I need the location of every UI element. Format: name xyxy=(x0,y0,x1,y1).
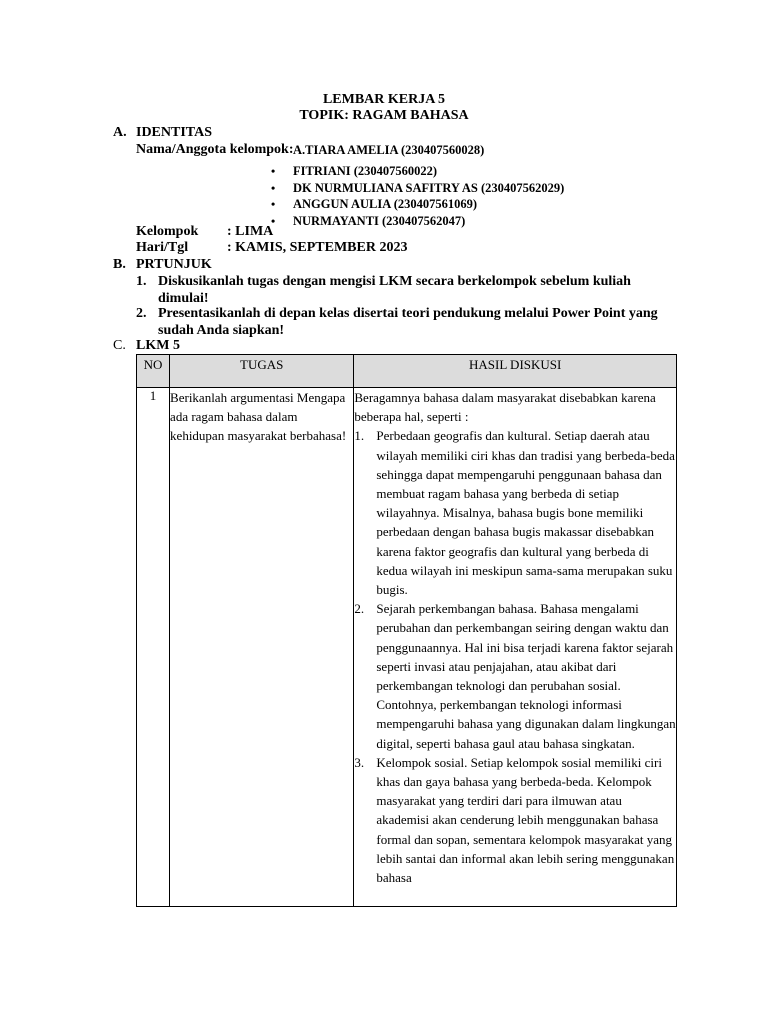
row-number: 1 xyxy=(137,388,170,907)
point-number: 1. xyxy=(354,428,365,444)
date-label: Hari/Tgl xyxy=(136,240,189,255)
instruction-number: 2. xyxy=(136,306,147,321)
column-header-tugas: TUGAS xyxy=(170,355,354,388)
member-item: • DK NURMULIANA SAFITRY AS (230407562029) xyxy=(268,180,564,197)
discussion-intro: Beragamnya bahasa dalam masyarakat disebabkan karena beberapa hal, seperti : xyxy=(354,390,656,425)
discussion-points xyxy=(354,426,676,887)
section-a-heading: IDENTITAS xyxy=(136,125,212,140)
page-topic: TOPIK: RAGAM BAHASA xyxy=(299,108,469,123)
section-b-heading: PRTUNJUK xyxy=(136,257,212,272)
instruction-text: Diskusikanlah tugas dengan mengisi LKM secara berkelompok sebelum kuliah dimulai! xyxy=(158,274,631,306)
point-text: Sejarah perkembangan bahasa. Bahasa mengalami perubahan dan perkembangan seiring dengan waktu dan penggunaannya. Hal ini bisa terjadi karena faktor sejarah seperti invasi atau penjajahan, atau akibat dari perkembangan teknologi dan perubahan sosial. Contohnya, perkembangan teknologi informasi mempengaruhi bahasa yang digunakan dalam lingkungan digital, seperti bahasa gaul atau bahasa singkatan. xyxy=(376,601,676,751)
point-number: 2. xyxy=(354,601,365,617)
date-value: : KAMIS, SEPTEMBER 2023 xyxy=(227,240,408,255)
group-value: : LIMA xyxy=(227,224,274,239)
instruction-number: 1. xyxy=(136,274,147,289)
list-item xyxy=(354,599,676,753)
table-header-row xyxy=(137,355,677,388)
member-item: • NURMAYANTI (230407562047) xyxy=(268,213,564,230)
section-a-letter: A. xyxy=(113,125,127,140)
group-label: Kelompok xyxy=(136,224,199,239)
task-cell: Berikanlah argumentasi Mengapa ada ragam bahasa dalam kehidupan masyarakat berbahasa! xyxy=(170,388,354,907)
column-header-no: NO xyxy=(137,355,170,388)
column-header-hasil: HASIL DISKUSI xyxy=(354,355,677,388)
point-text: Perbedaan geografis dan kultural. Setiap daerah atau wilayah memiliki ciri khas dan tradisi yang berbeda-beda sehingga dapat mempengaruhi penggunaan bahasa dan membuat ragam bahasa yang berbeda di setiap wilayahnya. Misalnya, bahasa bugis bone memiliki perbedaan dengan bahasa bugis makassar disebabkan karena faktor geografis dan kultural yang berbeda di kedua wilayah ini meskipun sama-sama merupakan suku bugis. xyxy=(376,428,675,598)
lkm-table xyxy=(136,354,677,907)
member-item: • FITRIANI (230407560022) xyxy=(268,163,564,180)
section-c-letter: C. xyxy=(113,338,126,353)
instruction-text: Presentasikanlah di depan kelas disertai teori pendukung melalui Power Point yang sudah Anda siapkan! xyxy=(158,306,658,338)
point-number: 3. xyxy=(354,754,365,770)
first-member: A.TIARA AMELIA (230407560028) xyxy=(293,143,485,157)
discussion-cell xyxy=(354,388,677,907)
list-item xyxy=(354,753,676,887)
section-c-heading: LKM 5 xyxy=(136,338,180,353)
page-title: LEMBAR KERJA 5 xyxy=(322,92,446,107)
table-row xyxy=(137,388,677,907)
members-list xyxy=(268,163,564,229)
members-label: Nama/Anggota kelompok: xyxy=(136,142,294,157)
list-item xyxy=(354,426,676,599)
member-item: • ANGGUN AULIA (230407561069) xyxy=(268,196,564,213)
section-b-letter: B. xyxy=(113,257,126,272)
point-text: Kelompok sosial. Setiap kelompok sosial memiliki ciri khas dan gaya bahasa yang berbeda-beda. Kelompok masyarakat yang terdiri dari para ilmuwan atau akademisi akan cenderung lebih menggunakan bahasa formal dan sopan, sementara kelompok masyarakat yang lebih santai dan informal akan lebih sering menggunakan bahasa xyxy=(376,754,675,886)
